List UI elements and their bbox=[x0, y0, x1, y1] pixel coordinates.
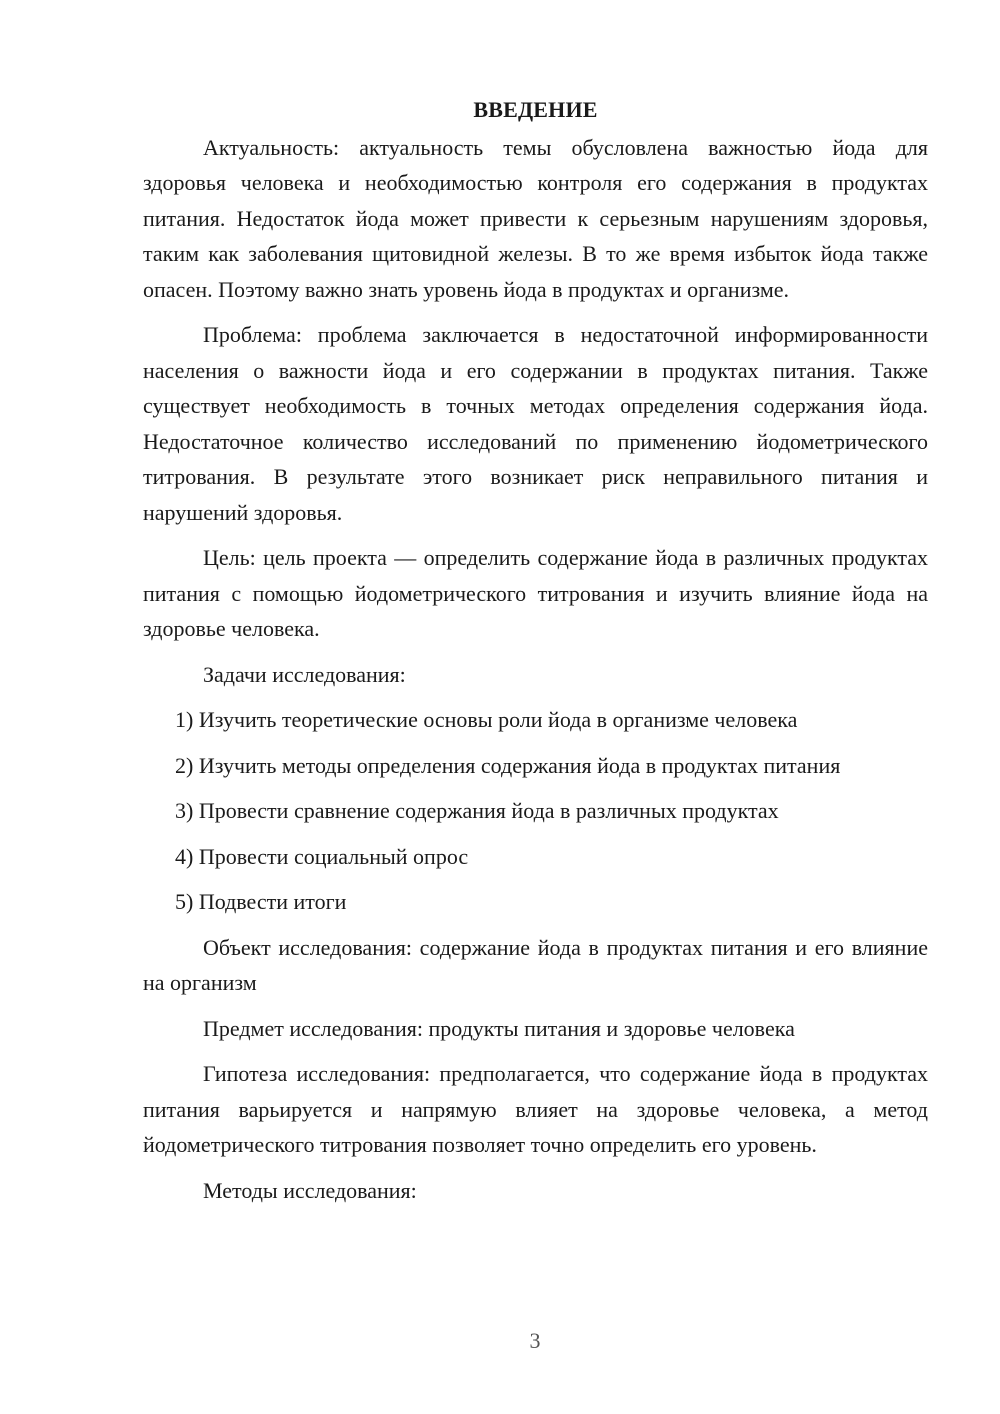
page-title: ВВЕДЕНИЕ bbox=[473, 97, 598, 122]
list-item-task-2: 2) Изучить методы определения содержания йода в продуктах питания bbox=[175, 752, 841, 778]
methods-title: Методы исследования: bbox=[203, 1177, 417, 1203]
list-item-task-3: 3) Провести сравнение содержания йода в различных продуктах bbox=[175, 798, 779, 823]
page-number: 3 bbox=[529, 1328, 541, 1353]
problem-paragraph: Проблема: проблема заключается в недостаточной информированности населения о важности йода и его содержании в продуктах питания. Также существует необходимость в точных методах определения содержания йода. Недостаточное количество исследований по применению йодометрического титрования. В результате этого возникает риск неправильного питания и нарушений здоровья. bbox=[143, 322, 928, 525]
goal-paragraph: Цель: цель проекта — определить содержание йода в различных продуктах питания с помощью йодометрического титрования и изучить влияние йода на здоровье человека. bbox=[143, 545, 928, 641]
page-content bbox=[143, 92, 928, 1218]
tasks-list bbox=[143, 702, 928, 920]
relevance-paragraph: Актуальность: актуальность темы обусловлена важностью йода для здоровья человека и необходимостью контроля его содержания в продуктах питания. Недостаток йода может привести к серьезным нарушениям здоровья, таким как заболевания щитовидной железы. В то же время избыток йода также опасен. Поэтому важно знать уровень йода в продуктах и организме. bbox=[143, 134, 928, 302]
object-paragraph: Объект исследования: содержание йода в продуктах питания и его влияние на организм bbox=[143, 934, 928, 995]
list-item-task-5: 5) Подвести итоги bbox=[175, 889, 347, 914]
tasks-title: Задачи исследования: bbox=[203, 661, 406, 687]
list-item-task-4: 4) Провести социальный опрос bbox=[175, 843, 469, 869]
list-item-task-1: 1) Изучить теоретические основы роли йода в организме человека bbox=[175, 707, 798, 732]
hypothesis-paragraph: Гипотеза исследования: предполагается, что содержание йода в продуктах питания варьируется и напрямую влияет на здоровье человека, а метод йодометрического титрования позволяет точно определить его уровень. bbox=[143, 1061, 928, 1157]
subject-paragraph: Предмет исследования: продукты питания и здоровье человека bbox=[203, 1015, 795, 1041]
